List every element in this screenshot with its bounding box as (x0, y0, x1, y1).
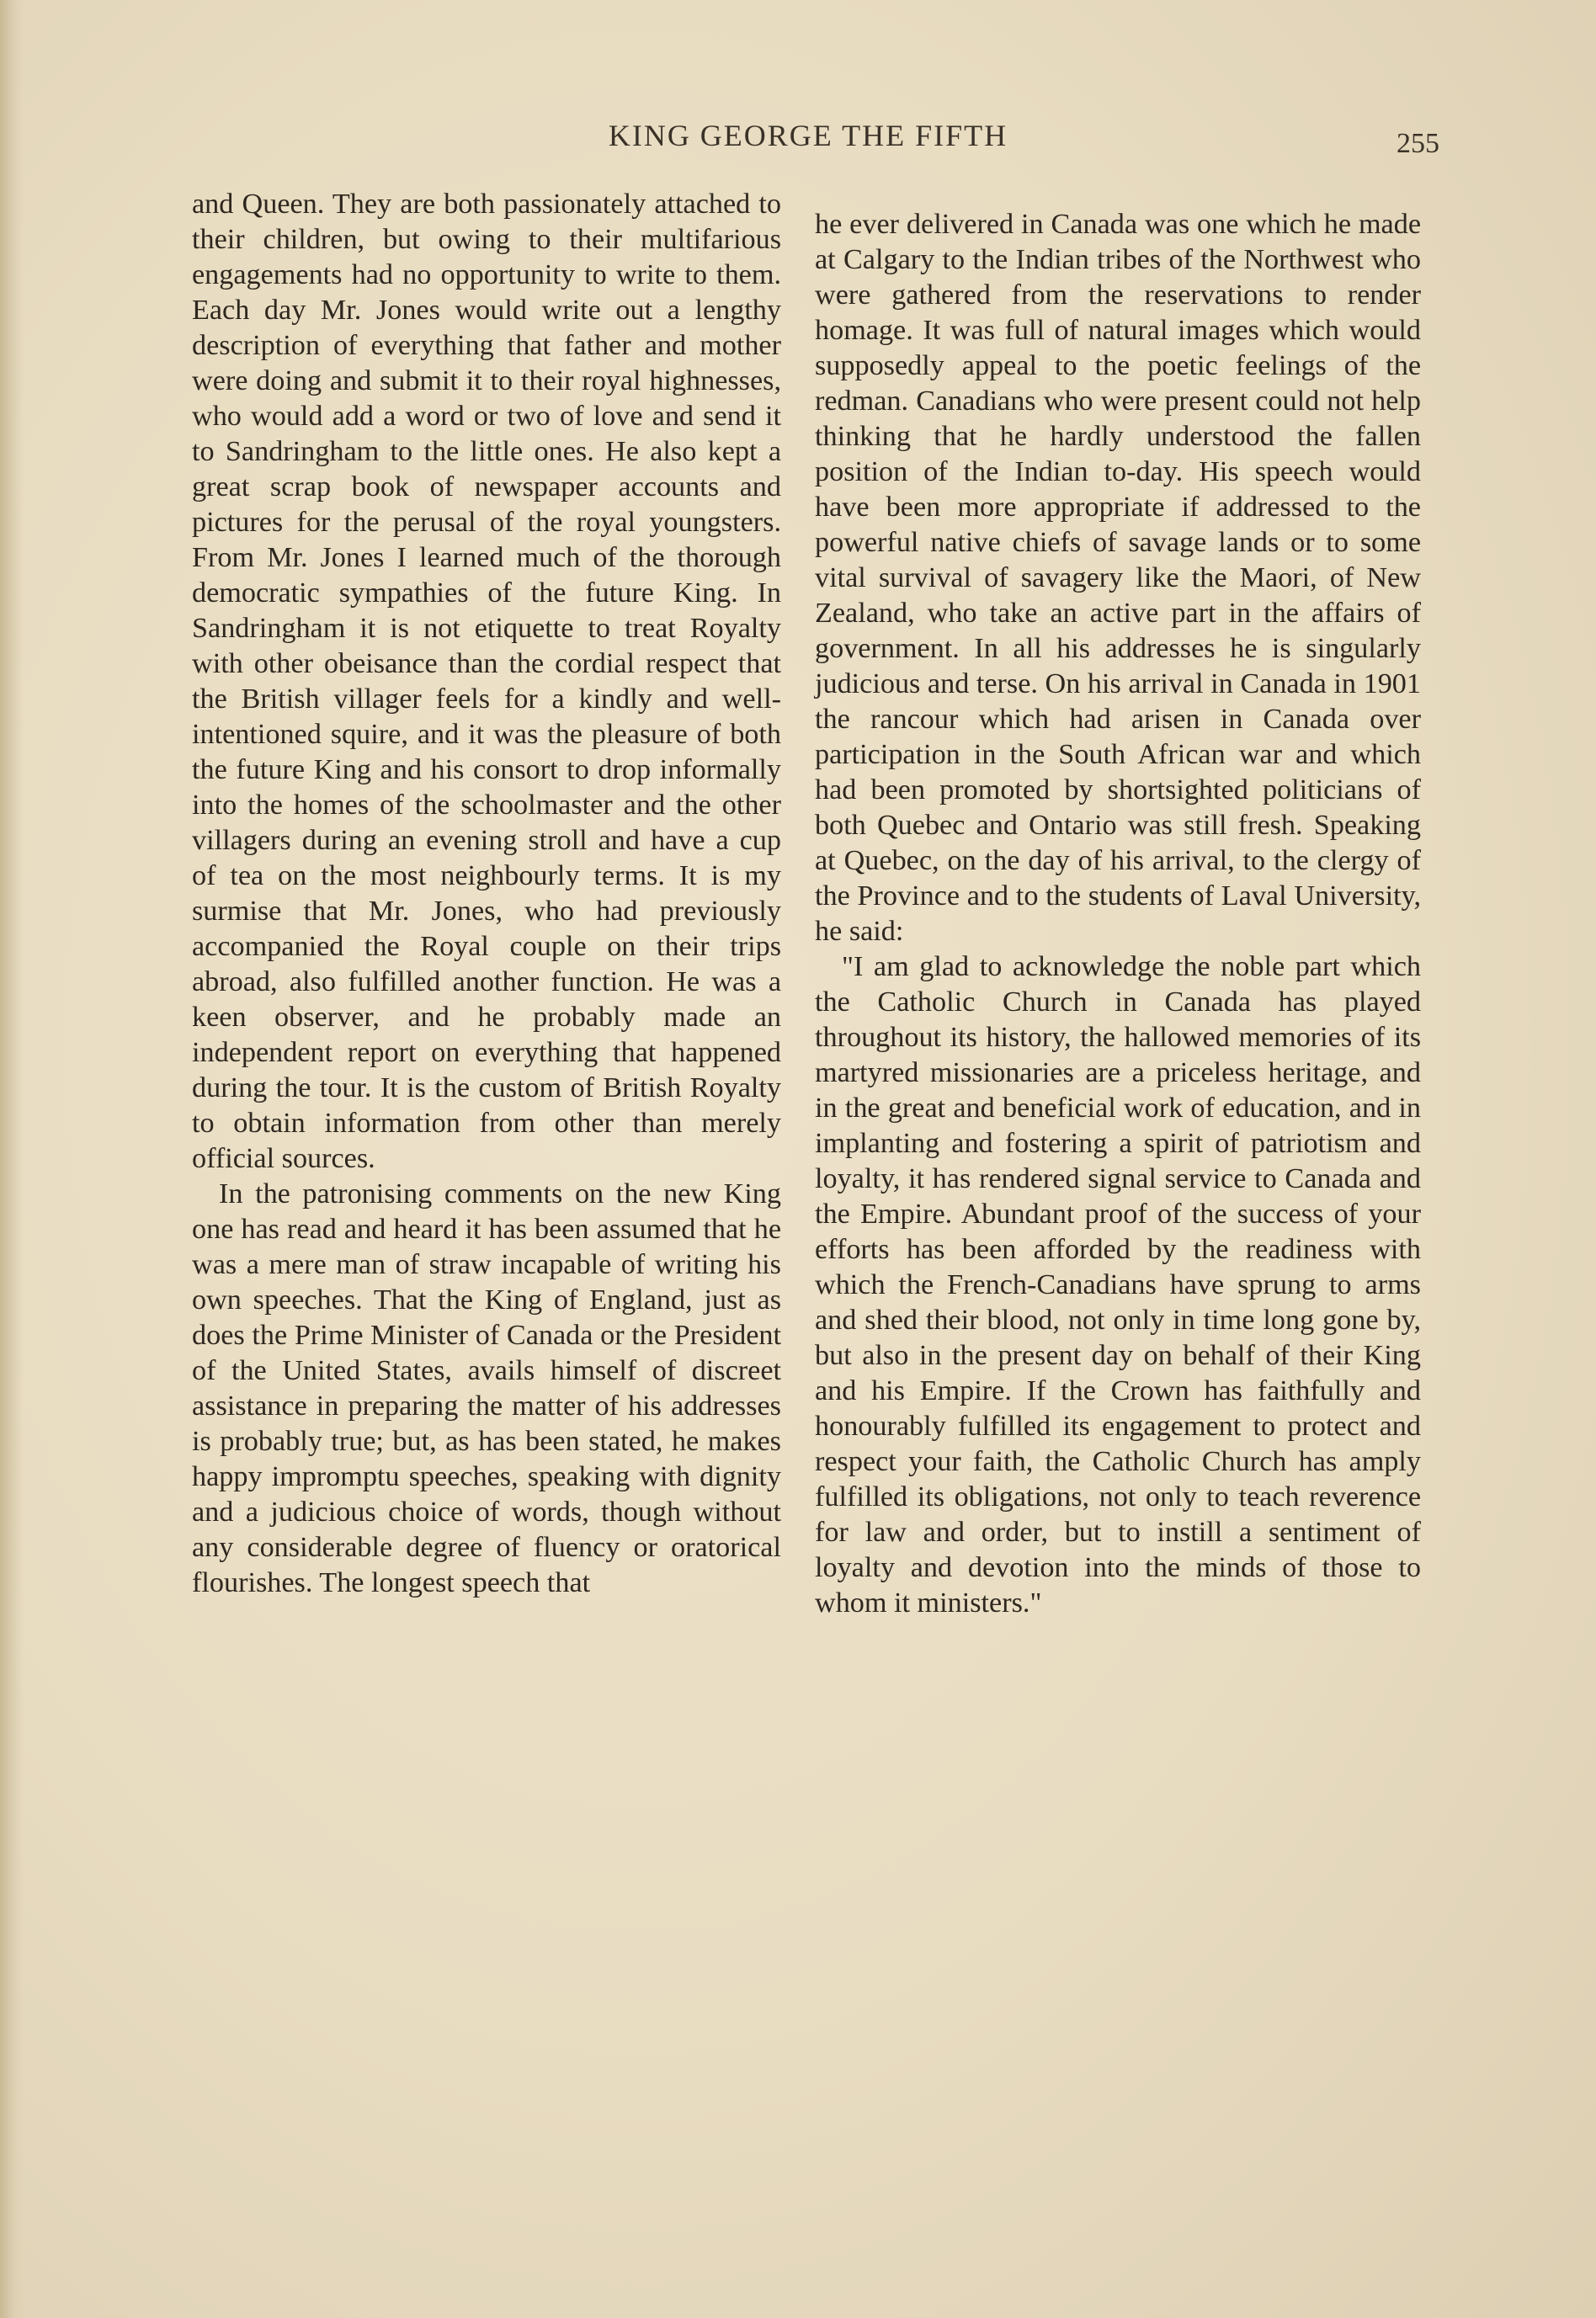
left-paragraph-2: In the patronising comments on the new King one has read and heard it has been assumed that he was a mere man of straw incapable of writing his own speeches. That the King of England, just as does the Prime Minister of Canada or the President of the United States, avails himself of discreet assistance in preparing the matter of his addresses is probably true; but, as has been stated, he makes happy impromptu speeches, speaking with dignity and a judicious choice of words, though without any considerable degree of fluency or oratorical flourishes. The longest speech that (192, 1178, 781, 1598)
left-paragraph-1: and Queen. They are both passionately attached to their children, but owing to their multifarious engagements had no opportunity to write to them. Each day Mr. Jones would write out a lengthy description of everything that father and mother were doing and submit it to their royal highnesses, who would add a word or two of love and send it to Sandringham to the little ones. He also kept a great scrap book of newspaper accounts and pictures for the perusal of the royal youngsters. From Mr. Jones I learned much of the thorough democratic sympathies of the future King. In Sandringham it is not etiquette to treat Royalty with other obeisance than the cordial respect that the British villager feels for a kindly and well-intentioned squire, and it was the pleasure of both the future King and his consort to drop informally into the homes of the schoolmaster and the other villagers during an evening stroll and have a cup of tea on the most neighbourly terms. It is my surmise that Mr. Jones, who had previously accompanied the Royal couple on their trips abroad, also fulfilled another function. He was a keen observer, and he probably made an independent report on everything that happened during the tour. It is the custom of British Royalty to obtain information from other than merely official sources. (192, 189, 781, 1174)
right-paragraph-1: he ever delivered in Canada was one which he made at Calgary to the Indian tribes of the Northwest who were gathered from the reservations to render homage. It was full of natural images which would supposedly appeal to the poetic feelings of the redman. Canadians who were present could not help thinking that he hardly understood the fallen position of the Indian to-day. His speech would have been more appropriate if addressed to the powerful native chiefs of savage lands or to some vital survival of savagery like the Maori, of New Zealand, who take an active part in the affairs of government. In all his addresses he is singularly judicious and terse. On his arrival in Canada in 1901 the rancour which had arisen in Canada over participation in the South African war and which had been promoted by shortsighted politicians of both Quebec and Ontario was still fresh. Speaking at Quebec, on the day of his arrival, to the clergy of the Province and to the students of Laval University, he said: (815, 209, 1421, 947)
page-spine-edge (0, 0, 24, 2318)
left-column (192, 187, 781, 1601)
page-header (0, 118, 1596, 168)
running-head: KING GEORGE THE FIFTH (608, 119, 1008, 152)
right-paragraph-2-quotation: "I am glad to acknowledge the noble part which the Catholic Church in Canada has played throughout its history, the hallowed memories of its martyred missionaries are a priceless heritage, and in the great and beneficial work of education, and in implanting and fostering a spirit of patriotism and loyalty, it has rendered signal service to Canada and the Empire. Abundant proof of the success of your efforts has been afforded by the readiness with which the French-Canadians have sprung to arms and shed their blood, not only in time long gone by, but also in the present day on behalf of their King and his Empire. If the Crown has faithfully and honourably fulfilled its engagement to protect and respect your faith, the Catholic Church has amply fulfilled its obligations, not only to teach reverence for law and order, but to instill a sentiment of loyalty and devotion into the minds of those to whom it ministers." (815, 951, 1421, 1619)
right-column (815, 207, 1421, 1621)
page-number: 255 (1396, 128, 1439, 159)
